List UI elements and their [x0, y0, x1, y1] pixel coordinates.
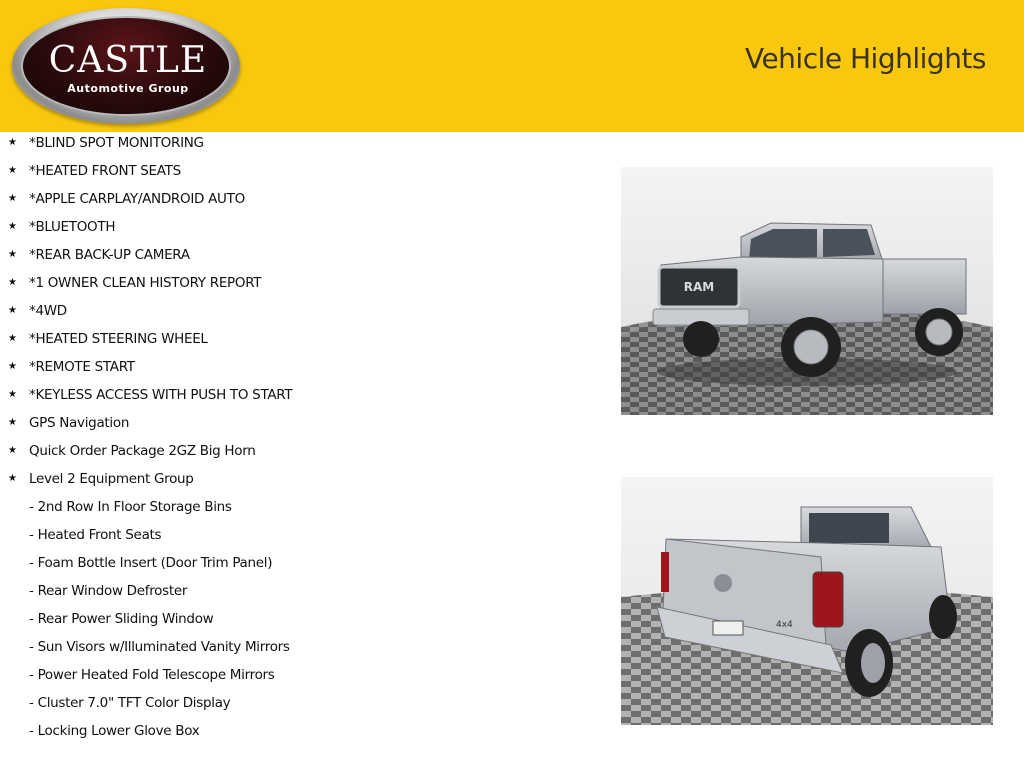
feature-item [0, 692, 600, 720]
feature-item [0, 272, 600, 300]
feature-item [0, 468, 600, 496]
star-icon: ★ [8, 305, 17, 316]
feature-item [0, 524, 600, 552]
feature-item [0, 580, 600, 608]
feature-text: - Power Heated Fold Telescope Mirrors [29, 667, 275, 683]
feature-item [0, 496, 600, 524]
feature-text: *KEYLESS ACCESS WITH PUSH TO START [29, 387, 293, 403]
star-icon: ★ [8, 221, 17, 232]
feature-item [0, 160, 600, 188]
feature-text: - Foam Bottle Insert (Door Trim Panel) [29, 555, 273, 571]
star-icon: ★ [8, 473, 17, 484]
feature-item [0, 384, 600, 412]
star-icon: ★ [8, 137, 17, 148]
star-icon: ★ [8, 277, 17, 288]
feature-item [0, 356, 600, 384]
truck-front-photo [621, 167, 993, 415]
feature-item [0, 132, 600, 160]
feature-text: *BLIND SPOT MONITORING [29, 135, 204, 151]
star-icon: ★ [8, 445, 17, 456]
feature-text: Quick Order Package 2GZ Big Horn [29, 443, 256, 459]
feature-item [0, 328, 600, 356]
feature-item [0, 552, 600, 580]
feature-item [0, 720, 600, 748]
truck-rear-photo [621, 477, 993, 725]
feature-text: *REMOTE START [29, 359, 135, 375]
feature-text: - Heated Front Seats [29, 527, 162, 543]
logo-subtitle: Automotive Group [67, 82, 189, 95]
feature-text: Level 2 Equipment Group [29, 471, 194, 487]
castle-logo[interactable] [12, 8, 240, 124]
header-banner [0, 0, 1024, 132]
star-icon: ★ [8, 249, 17, 260]
logo-name: CASTLE [48, 40, 208, 81]
page-title: Vehicle Highlights [744, 42, 986, 75]
feature-text: GPS Navigation [29, 415, 130, 431]
feature-text: - Rear Power Sliding Window [29, 611, 214, 627]
feature-list [0, 132, 600, 748]
feature-text: *BLUETOOTH [29, 219, 116, 235]
feature-item [0, 412, 600, 440]
feature-item [0, 636, 600, 664]
feature-item [0, 608, 600, 636]
star-icon: ★ [8, 333, 17, 344]
feature-text: *HEATED STEERING WHEEL [29, 331, 208, 347]
star-icon: ★ [8, 361, 17, 372]
star-icon: ★ [8, 165, 17, 176]
feature-item [0, 440, 600, 468]
feature-item [0, 664, 600, 692]
4x4-badge: 4x4 [776, 620, 793, 630]
feature-item [0, 188, 600, 216]
logo-emblem [21, 16, 231, 116]
feature-item [0, 216, 600, 244]
feature-item [0, 300, 600, 328]
feature-text: *1 OWNER CLEAN HISTORY REPORT [29, 275, 262, 291]
star-icon: ★ [8, 193, 17, 204]
feature-text: - Rear Window Defroster [29, 583, 188, 599]
feature-text: - Locking Lower Glove Box [29, 723, 200, 739]
feature-text: - Sun Visors w/Illuminated Vanity Mirrors [29, 639, 290, 655]
feature-text: - Cluster 7.0" TFT Color Display [29, 695, 231, 711]
star-icon: ★ [8, 389, 17, 400]
feature-item [0, 244, 600, 272]
feature-text: - 2nd Row In Floor Storage Bins [29, 499, 232, 515]
feature-text: *4WD [29, 303, 67, 319]
feature-text: *HEATED FRONT SEATS [29, 163, 181, 179]
star-icon: ★ [8, 417, 17, 428]
feature-text: *REAR BACK-UP CAMERA [29, 247, 190, 263]
ram-badge: RAM [683, 280, 715, 294]
feature-text: *APPLE CARPLAY/ANDROID AUTO [29, 191, 245, 207]
